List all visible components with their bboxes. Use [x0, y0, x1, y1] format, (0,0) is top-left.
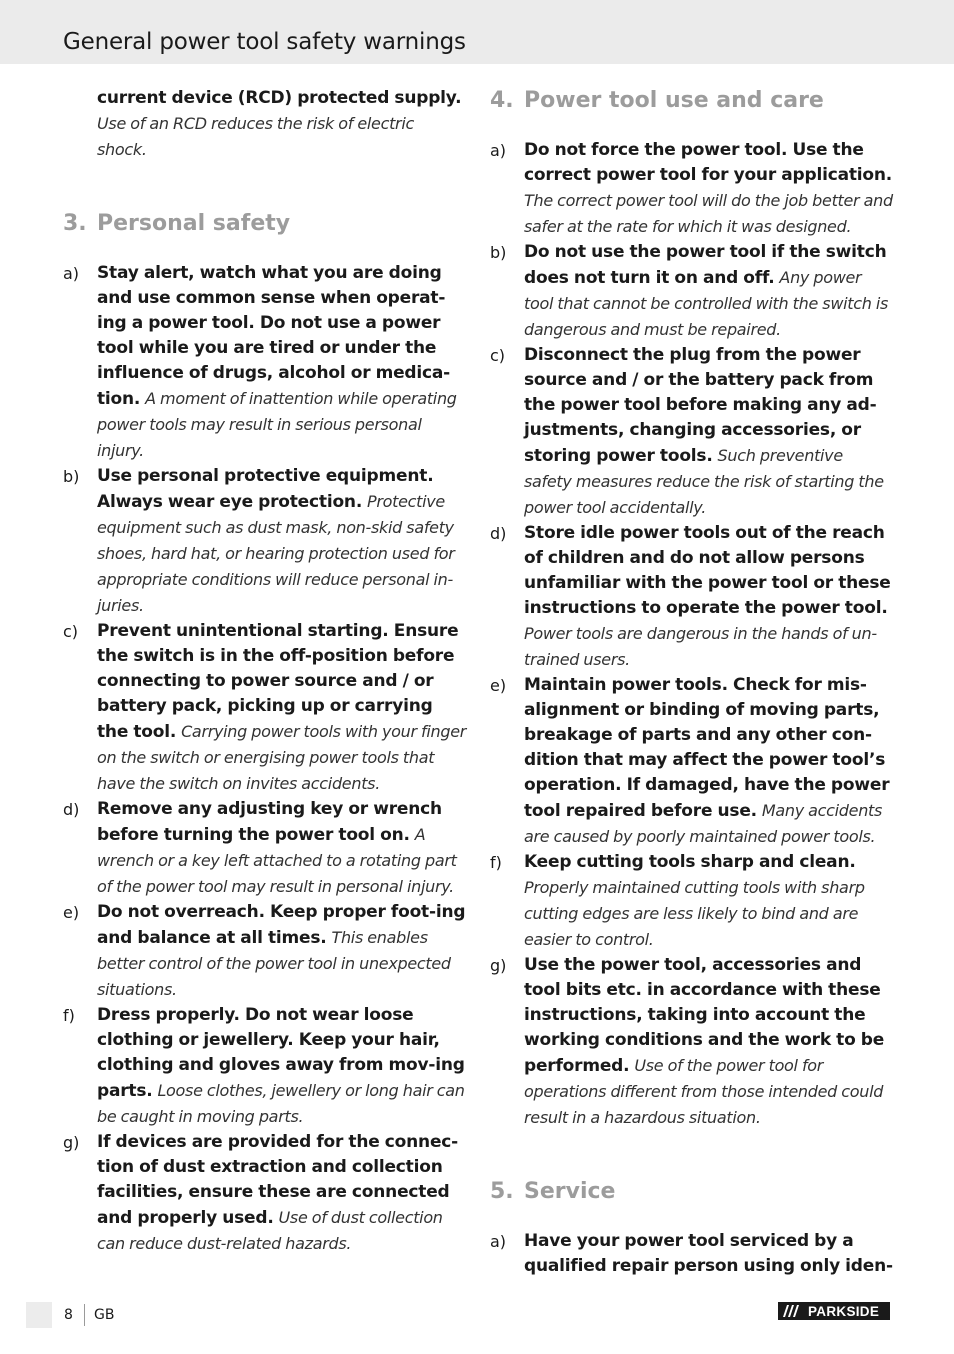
item-marker: c) [63, 622, 79, 641]
item-italic-text: This enables better control of the power tool in unexpected situations. [97, 928, 451, 999]
list-item [63, 261, 467, 464]
section-number: 5. [490, 1179, 514, 1204]
section-heading-personal-safety [63, 209, 467, 239]
section-number: 4. [490, 88, 514, 113]
item-italic-text: Carrying power tools with your finger on the switch or energising power tools that have the switch on invites accidents. [97, 722, 467, 793]
item-italic-text: Any power tool that cannot be controlled with the switch is dangerous and must be repaired. [524, 268, 889, 339]
item-bold-text: Use personal protective equipment. Always wear eye protection. [97, 466, 434, 512]
section-title: Service [524, 1179, 616, 1204]
section-title: Power tool use and care [524, 88, 824, 113]
page-header [0, 0, 954, 64]
item-italic-text: The correct power tool will do the job better and safer at the rate for which it was designed. [524, 191, 893, 236]
item-bold-text: Prevent unintentional starting. Ensure the switch is in the off-position before connecting to power source and / or battery pack, picking up or carrying the tool. [97, 621, 459, 742]
item-marker: b) [63, 467, 80, 486]
logo-text: PARKSIDE [808, 1303, 880, 1319]
list-item [490, 1229, 894, 1279]
list-item [490, 521, 894, 673]
list-item [63, 619, 467, 797]
item-marker: d) [63, 800, 80, 819]
item-bold-text: Have your power tool serviced by a qualified repair person using only iden- [524, 1231, 893, 1276]
item-marker: f) [63, 1006, 75, 1025]
item-marker: e) [490, 676, 507, 695]
list-item [490, 953, 894, 1131]
item-italic-text: Such preventive safety measures reduce the risk of starting the power tool accidentally. [524, 446, 884, 517]
page-corner-box [26, 1302, 52, 1328]
page-title: General power tool safety warnings [63, 29, 466, 55]
language-code: GB [94, 1307, 115, 1323]
item-marker: f) [490, 853, 502, 872]
intro-paragraph [97, 86, 467, 163]
list-item [490, 138, 894, 240]
item-marker: g) [490, 956, 507, 975]
list-item [490, 343, 894, 521]
item-bold-text: Disconnect the plug from the power source and / or the battery pack from the power tool before making any ad-justments, changing accessories, or storing power tools. [524, 345, 877, 466]
left-column [63, 86, 467, 1257]
item-italic-text: Loose clothes, jewellery or long hair can be caught in moving parts. [97, 1081, 465, 1126]
item-marker: d) [490, 524, 507, 543]
item-marker: a) [490, 1232, 507, 1251]
item-marker: g) [63, 1133, 80, 1152]
item-bold-text: Dress properly. Do not wear loose clothing or jewellery. Keep your hair, clothing and gloves away from mov-ing parts. [97, 1005, 465, 1101]
section-number: 3. [63, 211, 87, 236]
footer-divider [84, 1304, 85, 1326]
item-italic-text: A wrench or a key left attached to a rotating part of the power tool may result in personal injury. [97, 825, 457, 896]
item-italic-text: Many accidents are caused by poorly maintained power tools. [524, 801, 883, 846]
section-heading-power-tool-use [490, 86, 894, 116]
item-marker: a) [63, 264, 80, 283]
item-bold-text: Do not force the power tool. Use the correct power tool for your application. [524, 140, 893, 185]
list-item [63, 1130, 467, 1257]
item-italic-text: Protective equipment such as dust mask, non-skid safety shoes, hard hat, or hearing protection used for appropriate conditions will reduce personal in-juries. [97, 492, 455, 615]
item-bold-text: Use the power tool, accessories and tool bits etc. in accordance with these instructions, taking into account the working conditions and the work to be performed. [524, 955, 885, 1076]
right-column [490, 86, 894, 1279]
item-bold-text: Do not overreach. Keep proper foot-ing and balance at all times. [97, 902, 466, 948]
item-marker: a) [490, 141, 507, 160]
list-item [63, 464, 467, 619]
page-number: 8 [64, 1307, 73, 1323]
item-bold-text: Maintain power tools. Check for mis-alignment or binding of moving parts, breakage of parts and any other con-dition that may affect the power tool’s operation. If damaged, have the power tool repaired before use. [524, 675, 890, 821]
item-marker: c) [490, 346, 506, 365]
item-bold-text: Keep cutting tools sharp and clean. [524, 852, 856, 872]
item-italic-text: A moment of inattention while operating power tools may result in serious personal injury. [97, 389, 457, 460]
item-bold-text: Do not use the power tool if the switch does not turn it on and off. [524, 242, 887, 288]
list-item [63, 797, 467, 900]
list-item [63, 900, 467, 1003]
item-italic-text: Power tools are dangerous in the hands of un-trained users. [524, 624, 877, 669]
list-item [490, 850, 894, 953]
list-item [63, 1003, 467, 1130]
section-heading-service [490, 1177, 894, 1207]
item-italic-text: Properly maintained cutting tools with sharp cutting edges are less likely to bind and are easier to control. [524, 878, 865, 949]
section-title: Personal safety [97, 211, 291, 236]
item-marker: e) [63, 903, 80, 922]
item-bold-text: Remove any adjusting key or wrench before turning the power tool on. [97, 799, 442, 845]
item-bold-text: If devices are provided for the connec-tion of dust extraction and collection facilities, ensure these are connected and properly used. [97, 1132, 459, 1228]
item-italic-text: Use of the power tool for operations different from those intended could result in a hazardous situation. [524, 1056, 884, 1127]
item-marker: b) [490, 243, 507, 262]
list-item [490, 240, 894, 343]
parkside-logo [778, 1302, 890, 1320]
item-bold-text: Stay alert, watch what you are doing and use common sense when operat-ing a power tool. Do not use a power tool while you are tired or under the influence of drugs, alcohol or medica-tion. [97, 263, 451, 409]
list-item [490, 673, 894, 850]
item-italic-text: Use of dust collection can reduce dust-related hazards. [97, 1208, 443, 1253]
intro-bold-text: current device (RCD) protected supply. [97, 88, 462, 108]
item-bold-text: Store idle power tools out of the reach of children and do not allow persons unfamiliar with the power tool or these instructions to operate the power tool. [524, 523, 891, 618]
logo-stripes-icon [778, 1302, 806, 1320]
intro-italic-text: Use of an RCD reduces the risk of electric shock. [97, 114, 414, 159]
